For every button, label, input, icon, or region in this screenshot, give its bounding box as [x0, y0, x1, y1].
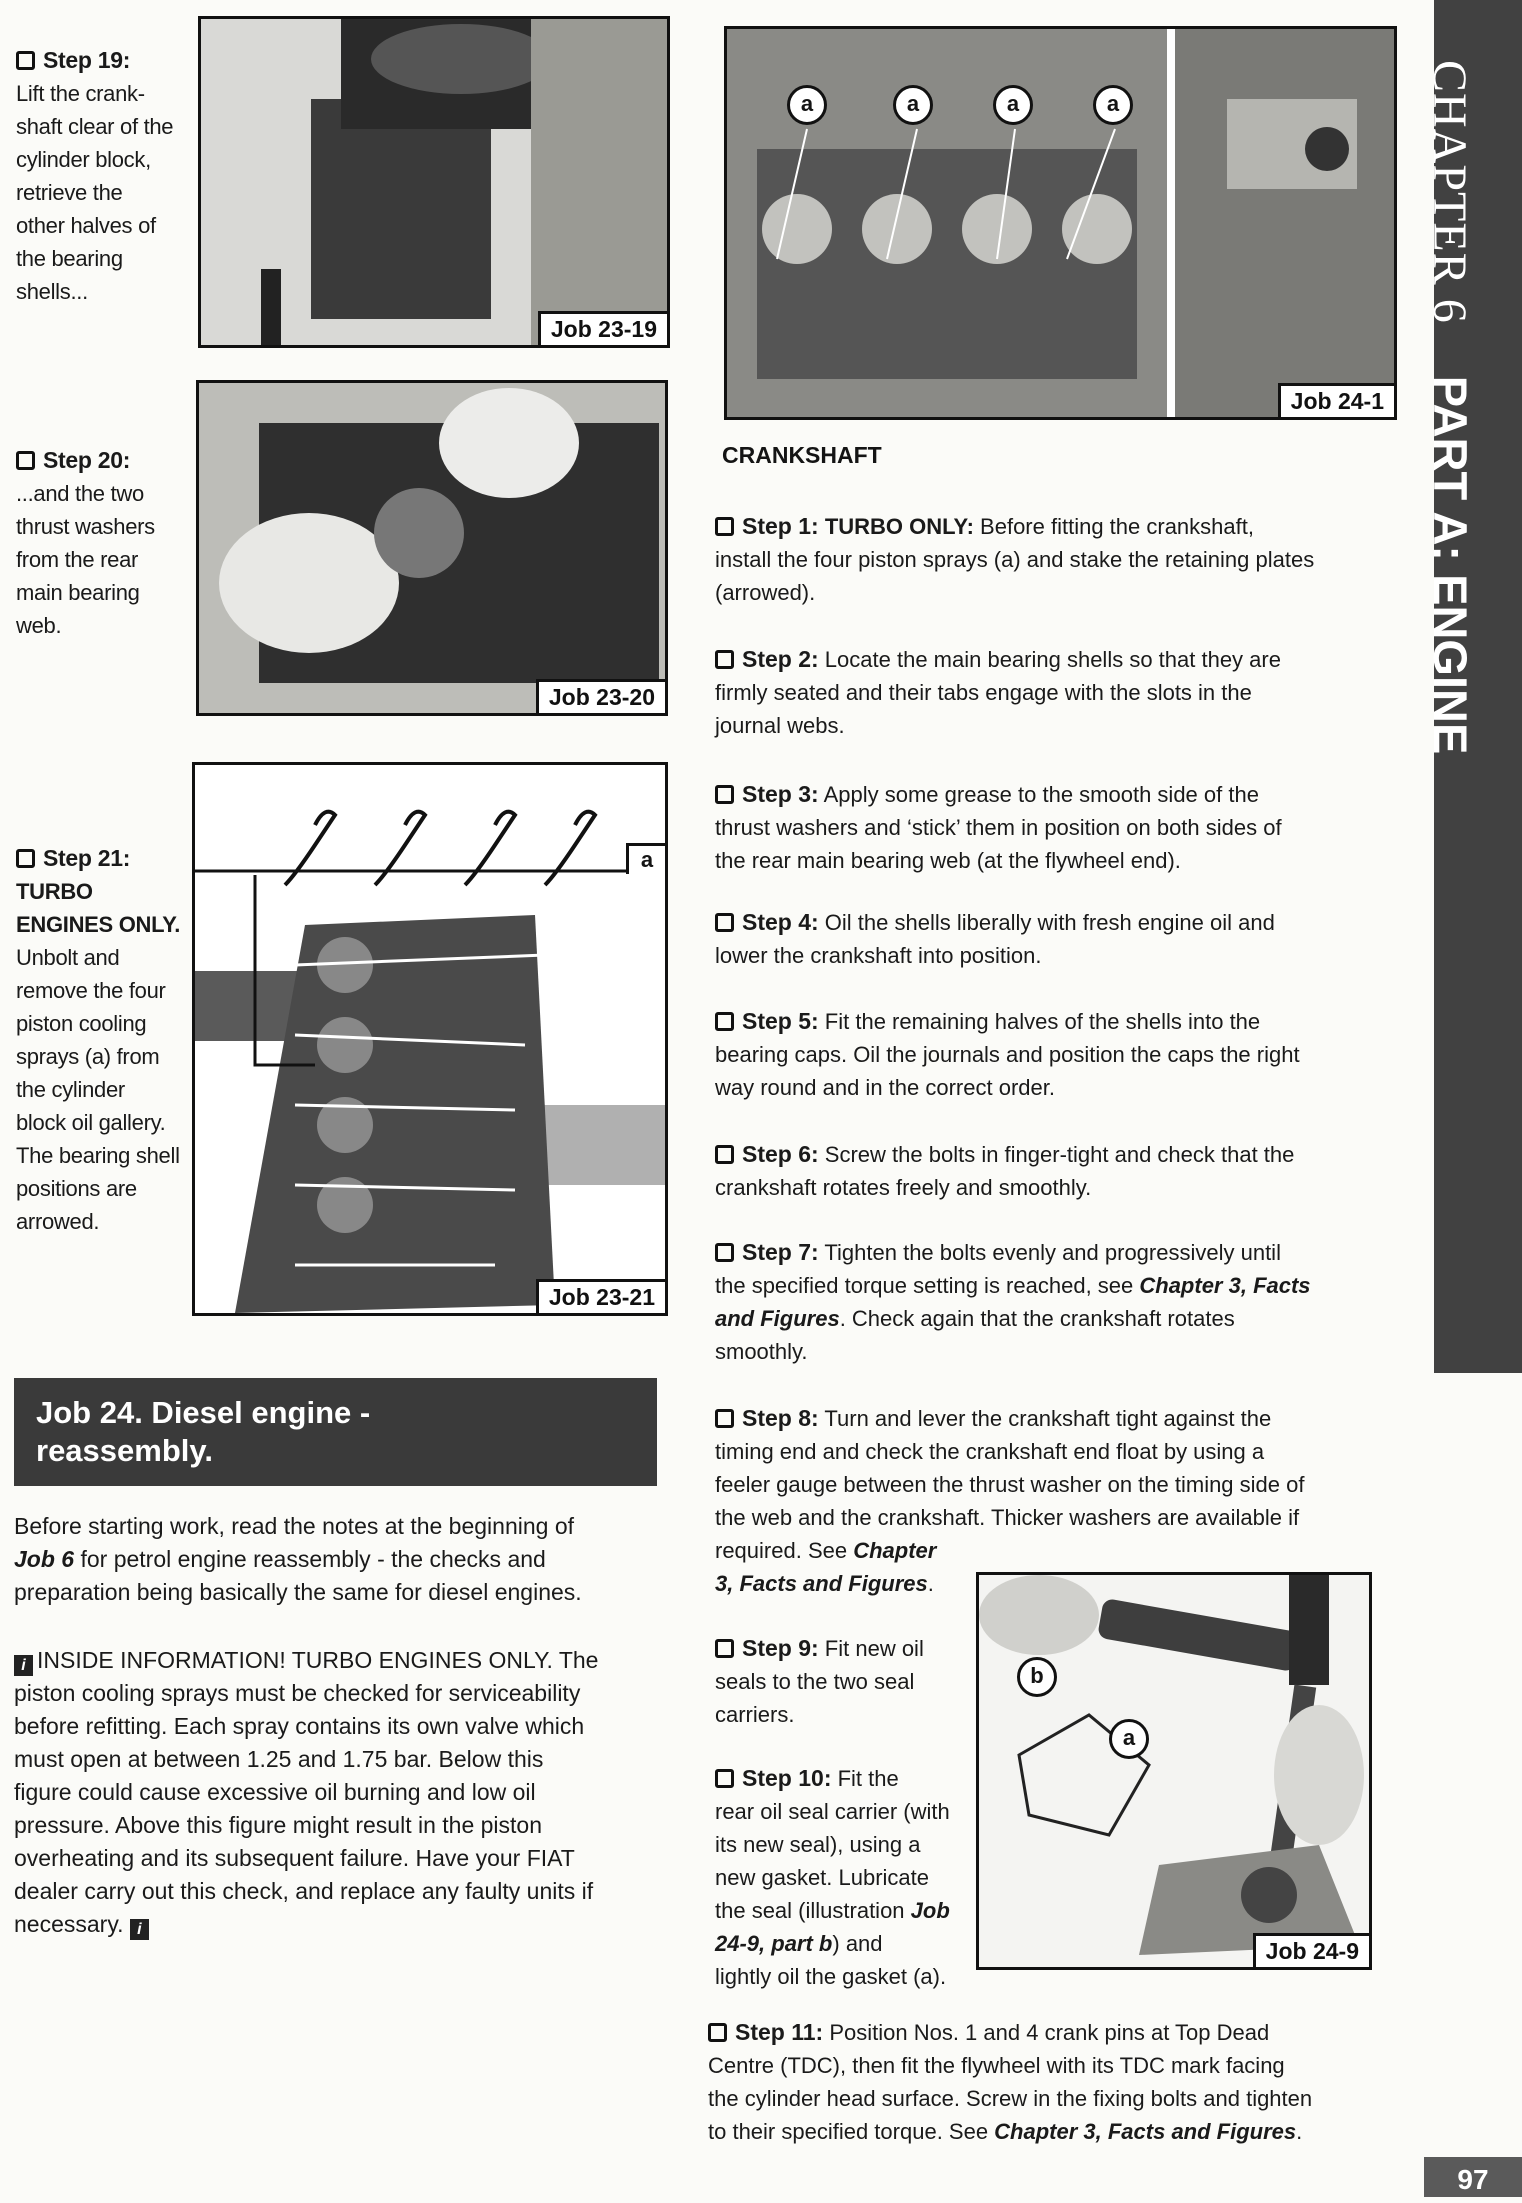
info-line: must open at between 1.25 and 1.75 bar. Below this: [14, 1746, 544, 1772]
intro-text: for petrol engine reassembly - the checks and: [74, 1546, 546, 1572]
crankshaft-step-8: [715, 1402, 1380, 1600]
step-line: arrowed.: [16, 1209, 100, 1234]
step-ref: Job: [910, 1898, 950, 1923]
step-line: smoothly.: [715, 1339, 808, 1364]
info-line: pressure. Above this figure might result in the piston: [14, 1812, 543, 1838]
callout-label: a: [993, 85, 1033, 125]
step-line: rear oil seal carrier (with: [715, 1799, 950, 1824]
step-line: Fit the: [831, 1766, 899, 1791]
step-line: ENGINES ONLY.: [16, 912, 181, 937]
step-line: Tighten the bolts evenly and progressively until: [818, 1240, 1281, 1265]
step-line: install the four piston sprays (a) and stake the retaining plates: [715, 547, 1315, 572]
crankshaft-step-11: [708, 2016, 1388, 2148]
section-heading: CRANKSHAFT: [722, 442, 882, 468]
step-line: bearing caps. Oil the journals and position the caps the right: [715, 1042, 1300, 1067]
job-label: Job 24-9: [1253, 1933, 1369, 1967]
step-title: Step 21:: [43, 845, 131, 871]
step-ref: 3, Facts and Figures: [715, 1571, 928, 1596]
step-title: Step 8:: [742, 1405, 819, 1431]
checkbox-icon: [715, 1639, 734, 1658]
callout-label: b: [1017, 1657, 1057, 1697]
step-line: feeler gauge between the thrust washer on the timing side of: [715, 1472, 1305, 1497]
step-line: positions are: [16, 1176, 137, 1201]
callout-label: a: [626, 843, 665, 874]
photo-job-23-21: [192, 762, 668, 1316]
chapter-sidebar-text: [1422, 60, 1478, 754]
info-line: overheating and its subsequent failure. Have your FIAT: [14, 1845, 575, 1871]
info-line: figure could cause excessive oil burning and low oil: [14, 1779, 536, 1805]
checkbox-icon: [16, 451, 35, 470]
job-24-banner: [14, 1378, 657, 1486]
step-line: from the rear: [16, 547, 139, 572]
step-line: Oil the shells liberally with fresh engine oil and: [818, 910, 1275, 935]
step-line: TURBO: [16, 879, 93, 904]
intro-text: preparation being basically the same for diesel engines.: [14, 1579, 582, 1605]
callout-label: a: [893, 85, 933, 125]
step-title: Step 5:: [742, 1008, 819, 1034]
step-line: retrieve the: [16, 180, 123, 205]
step-line: firmly seated and their tabs engage with the slots in the: [715, 680, 1252, 705]
step-title: Step 6:: [742, 1141, 819, 1167]
step-line: shells...: [16, 279, 88, 304]
info-line: necessary.: [14, 1911, 124, 1937]
checkbox-icon: [715, 1409, 734, 1428]
step-line: Turn and lever the crankshaft tight against the: [818, 1406, 1272, 1431]
intro-ref: Job 6: [14, 1546, 75, 1572]
step-title: Step 9:: [742, 1635, 819, 1661]
checkbox-icon: [715, 1012, 734, 1031]
job-label: Job 23-20: [536, 679, 665, 713]
step-title: Step 2:: [742, 646, 819, 672]
checkbox-icon: [715, 517, 734, 536]
step-title: Step 7:: [742, 1239, 819, 1265]
step-line: seals to the two seal: [715, 1669, 915, 1694]
crankshaft-step-10: [715, 1762, 985, 1993]
step-line: crankshaft rotates freely and smoothly.: [715, 1175, 1092, 1200]
step-line: its new seal), using a: [715, 1832, 921, 1857]
step-ref: 24-9, part b: [715, 1931, 833, 1956]
crankshaft-step-5: [715, 1005, 1380, 1104]
step-line: the web and the crankshaft. Thicker washers are available if: [715, 1505, 1300, 1530]
side-step-20: [16, 444, 196, 642]
chapter-label: CHAPTER 6: [1423, 60, 1476, 324]
step-line: (arrowed).: [715, 580, 816, 605]
step-line: Position Nos. 1 and 4 crank pins at Top Dead: [823, 2020, 1270, 2045]
intro-text: Before starting work, read the notes at the beginning of: [14, 1513, 575, 1539]
step-line: lightly oil the gasket (a).: [715, 1964, 947, 1989]
step-line: carriers.: [715, 1702, 795, 1727]
step-line: piston cooling: [16, 1011, 147, 1036]
crankshaft-step-7: [715, 1236, 1380, 1368]
step-line: the bearing: [16, 246, 123, 271]
info-line: piston cooling sprays must be checked for serviceability: [14, 1680, 581, 1706]
step-line: remove the four: [16, 978, 166, 1003]
step-line: Fit the remaining halves of the shells into the: [818, 1009, 1261, 1034]
step-line: .: [1296, 2119, 1303, 2144]
job-label: Job 23-21: [536, 1279, 665, 1313]
step-line: Lift the crank-: [16, 81, 145, 106]
step-ref: Chapter: [853, 1538, 937, 1563]
step-line: sprays (a) from: [16, 1044, 160, 1069]
step-line: block oil gallery.: [16, 1110, 166, 1135]
checkbox-icon: [715, 1769, 734, 1788]
step-ref: Chapter 3, Facts: [1139, 1273, 1311, 1298]
step-line: lower the crankshaft into position.: [715, 943, 1042, 968]
info-line: dealer carry out this check, and replace any faulty units if: [14, 1878, 594, 1904]
info-line: before refitting. Each spray contains its own valve which: [14, 1713, 585, 1739]
banner-line: Job 24. Diesel engine -: [36, 1395, 371, 1430]
step-line: Centre (TDC), then fit the flywheel with its TDC mark facing: [708, 2053, 1285, 2078]
step-line: the cylinder head surface. Screw in the fixing bolts and tighten: [708, 2086, 1313, 2111]
step-line: ) and: [832, 1931, 883, 1956]
crankshaft-step-2: [715, 643, 1380, 742]
crankshaft-step-6: [715, 1138, 1380, 1204]
step-bold: TURBO ONLY:: [824, 514, 974, 539]
photo-job-23-19: [198, 16, 670, 348]
step-line: thrust washers: [16, 514, 155, 539]
checkbox-icon: [715, 650, 734, 669]
checkbox-icon: [708, 2023, 727, 2042]
step-line: the specified torque setting is reached, see: [715, 1273, 1140, 1298]
step-title: Step 3:: [742, 781, 819, 807]
step-line: the cylinder: [16, 1077, 125, 1102]
step-line: timing end and check the crankshaft end float by using a: [715, 1439, 1265, 1464]
checkbox-icon: [715, 1243, 734, 1262]
step-line: . Check again that the crankshaft rotates: [839, 1306, 1235, 1331]
photo-job-24-1: [724, 26, 1397, 420]
step-title: Step 20:: [43, 447, 131, 473]
step-line: Before fitting the crankshaft,: [973, 514, 1254, 539]
step-line: thrust washers and ‘stick’ them in position on both sides of: [715, 815, 1282, 840]
step-line: the rear main bearing web (at the flywheel end).: [715, 848, 1181, 873]
step-title: Step 19:: [43, 47, 131, 73]
job-label: Job 24-1: [1278, 383, 1394, 417]
side-step-21: [16, 842, 196, 1238]
step-title: Step 4:: [742, 909, 819, 935]
callout-label: a: [1093, 85, 1133, 125]
step-title: Step 11:: [735, 2019, 824, 2045]
step-line: required. See: [715, 1538, 854, 1563]
checkbox-icon: [16, 51, 35, 70]
checkbox-icon: [715, 913, 734, 932]
step-ref: and Figures: [715, 1306, 840, 1331]
step-line: The bearing shell: [16, 1143, 180, 1168]
step-line: .: [927, 1571, 934, 1596]
step-line: way round and in the correct order.: [715, 1075, 1055, 1100]
step-line: shaft clear of the: [16, 114, 174, 139]
job-label: Job 23-19: [538, 311, 667, 345]
photo-job-24-9: [976, 1572, 1372, 1970]
crankshaft-step-3: [715, 778, 1380, 877]
info-icon: i: [130, 1919, 149, 1940]
step-line: Screw the bolts in finger-tight and check that the: [818, 1142, 1295, 1167]
callout-label: a: [1109, 1719, 1149, 1759]
step-line: ...and the two: [16, 481, 144, 506]
step-title: Step 1:: [742, 513, 819, 539]
intro-paragraph: [14, 1510, 664, 1609]
step-line: other halves of: [16, 213, 156, 238]
photo-job-23-20: [196, 380, 668, 716]
step-line: the seal (illustration: [715, 1898, 911, 1923]
page-number: 97: [1424, 2157, 1522, 2197]
info-line: INSIDE INFORMATION! TURBO ENGINES ONLY. The: [37, 1647, 599, 1673]
step-ref: Chapter 3, Facts and Figures: [994, 2119, 1297, 2144]
step-line: journal webs.: [715, 713, 845, 738]
step-line: Unbolt and: [16, 945, 120, 970]
step-line: Apply some grease to the smooth side of the: [818, 782, 1259, 807]
step-line: to their specified torque. See: [708, 2119, 995, 2144]
callout-label: a: [787, 85, 827, 125]
step-line: Fit new oil: [818, 1636, 924, 1661]
step-line: cylinder block,: [16, 147, 151, 172]
step-line: new gasket. Lubricate: [715, 1865, 930, 1890]
crankshaft-step-4: [715, 906, 1380, 972]
side-step-19: [16, 44, 196, 308]
step-line: main bearing: [16, 580, 140, 605]
info-icon: i: [14, 1655, 33, 1676]
step-title: Step 10:: [742, 1765, 832, 1791]
checkbox-icon: [16, 849, 35, 868]
step-line: Locate the main bearing shells so that they are: [818, 647, 1281, 672]
crankshaft-step-9: [715, 1632, 985, 1731]
banner-line: reassembly.: [36, 1433, 213, 1468]
inside-information: [14, 1644, 674, 1941]
checkbox-icon: [715, 1145, 734, 1164]
step-line: web.: [16, 613, 62, 638]
part-label: PART A: ENGINE: [1424, 375, 1477, 755]
checkbox-icon: [715, 785, 734, 804]
crankshaft-step-1: [715, 510, 1380, 609]
